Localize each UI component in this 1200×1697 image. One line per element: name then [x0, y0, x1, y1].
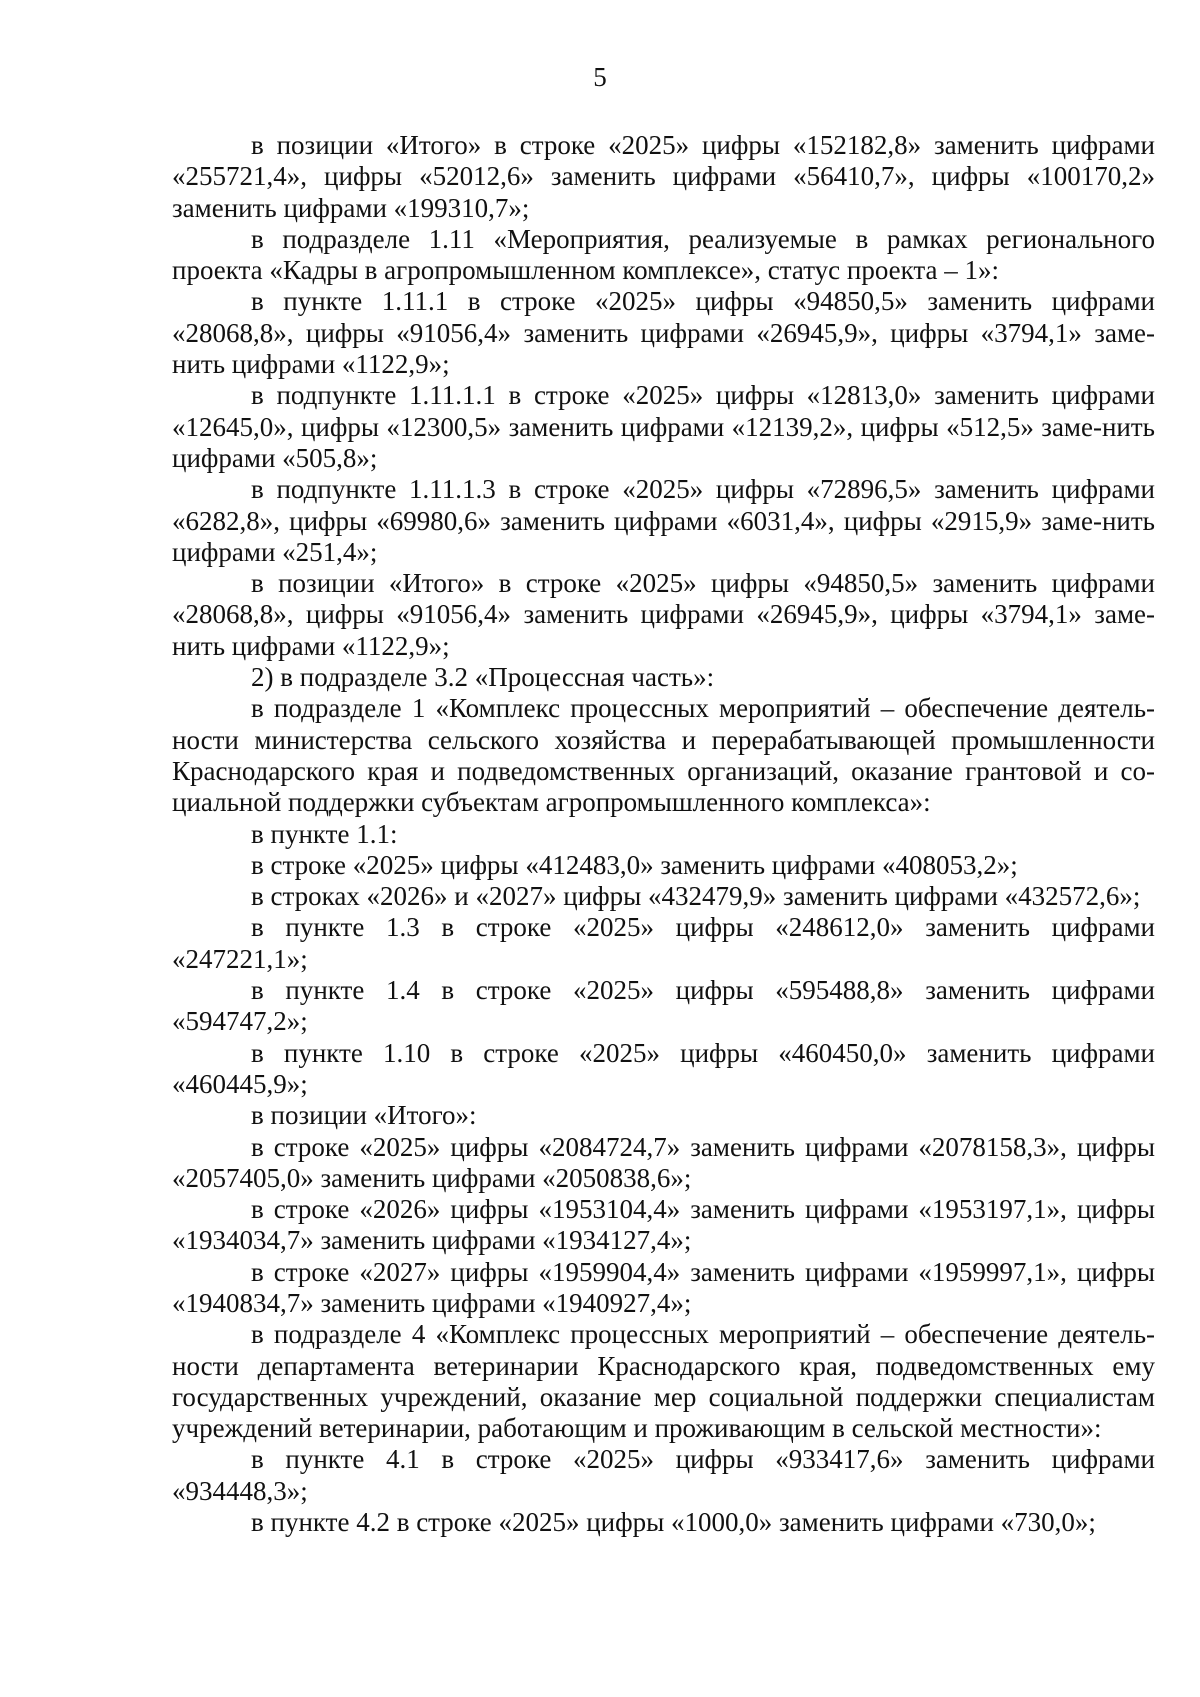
paragraph: в пункте 1.4 в строке «2025» цифры «595488,8» заменить цифрами «594747,2»;: [172, 975, 1155, 1037]
paragraph: в строке «2026» цифры «1953104,4» заменить цифрами «1953197,1», цифры «1934034,7» заменить цифрами «1934127,4»;: [172, 1194, 1155, 1256]
paragraph: в пункте 1.10 в строке «2025» цифры «460450,0» заменить цифрами «460445,9»;: [172, 1037, 1155, 1099]
document-body: [172, 130, 1155, 1538]
paragraph: в подпункте 1.11.1.1 в строке «2025» цифры «12813,0» заменить цифрами «12645,0», цифры «12300,5» заменить цифрами «12139,2», цифры «512,5» заме-нить цифрами «505,8»;: [172, 380, 1155, 473]
paragraph: в пункте 1.11.1 в строке «2025» цифры «94850,5» заменить цифрами «28068,8», цифры «91056,4» заменить цифрами «26945,9», цифры «3794,1» заме-нить цифрами «1122,9»;: [172, 286, 1155, 380]
paragraph: в пункте 1.1:: [251, 818, 398, 849]
paragraph: в строке «2025» цифры «2084724,7» заменить цифрами «2078158,3», цифры «2057405,0» заменить цифрами «2050838,6»;: [172, 1131, 1155, 1193]
page-number: 5: [593, 62, 607, 92]
paragraph: в пункте 4.2 в строке «2025» цифры «1000,0» заменить цифрами «730,0»;: [251, 1507, 1096, 1538]
paragraph: в позиции «Итого» в строке «2025» цифры «152182,8» заменить цифрами «255721,4», цифры «52012,6» заменить цифрами «56410,7», цифры «100170,2» заменить цифрами «199310,7»;: [172, 130, 1155, 223]
paragraph: в подразделе 1.11 «Мероприятия, реализуемые в рамках регионального проекта «Кадры в агропромышленном комплексе», статус проекта – 1»:: [172, 223, 1155, 286]
paragraph: в подразделе 1 «Комплекс процессных мероприятий – обеспечение деятель-ности министерства сельского хозяйства и перерабатывающей промышленности Краснодарского края и подведомственных организаций, оказание грантовой и со-циальной поддержки субъектам агропромышленного комплекса»:: [172, 693, 1155, 818]
paragraph: в строках «2026» и «2027» цифры «432479,9» заменить цифрами «432572,6»;: [251, 881, 1141, 912]
paragraph: в позиции «Итого»:: [251, 1100, 477, 1131]
paragraph: в позиции «Итого» в строке «2025» цифры «94850,5» заменить цифрами «28068,8», цифры «91056,4» заменить цифрами «26945,9», цифры «3794,1» заме-нить цифрами «1122,9»;: [172, 568, 1155, 661]
paragraph: в строке «2025» цифры «412483,0» заменить цифрами «408053,2»;: [251, 849, 1018, 880]
paragraph: в пункте 4.1 в строке «2025» цифры «933417,6» заменить цифрами «934448,3»;: [172, 1444, 1155, 1506]
paragraph: в подпункте 1.11.1.3 в строке «2025» цифры «72896,5» заменить цифрами «6282,8», цифры «69980,6» заменить цифрами «6031,4», цифры «2915,9» заме-нить цифрами «251,4»;: [172, 474, 1155, 567]
paragraph: в пункте 1.3 в строке «2025» цифры «248612,0» заменить цифрами «247221,1»;: [172, 912, 1155, 974]
paragraph: в подразделе 4 «Комплекс процессных мероприятий – обеспечение деятель-ности департамента ветеринарии Краснодарского края, подведомственных ему государственных учреждений, оказание мер социальной поддержки специалистам учреждений ветеринарии, работающим и проживающим в сельской местности»:: [172, 1319, 1155, 1444]
paragraph: в строке «2027» цифры «1959904,4» заменить цифрами «1959997,1», цифры «1940834,7» заменить цифрами «1940927,4»;: [172, 1256, 1155, 1318]
paragraph: 2) в подразделе 3.2 «Процессная часть»:: [251, 662, 715, 693]
